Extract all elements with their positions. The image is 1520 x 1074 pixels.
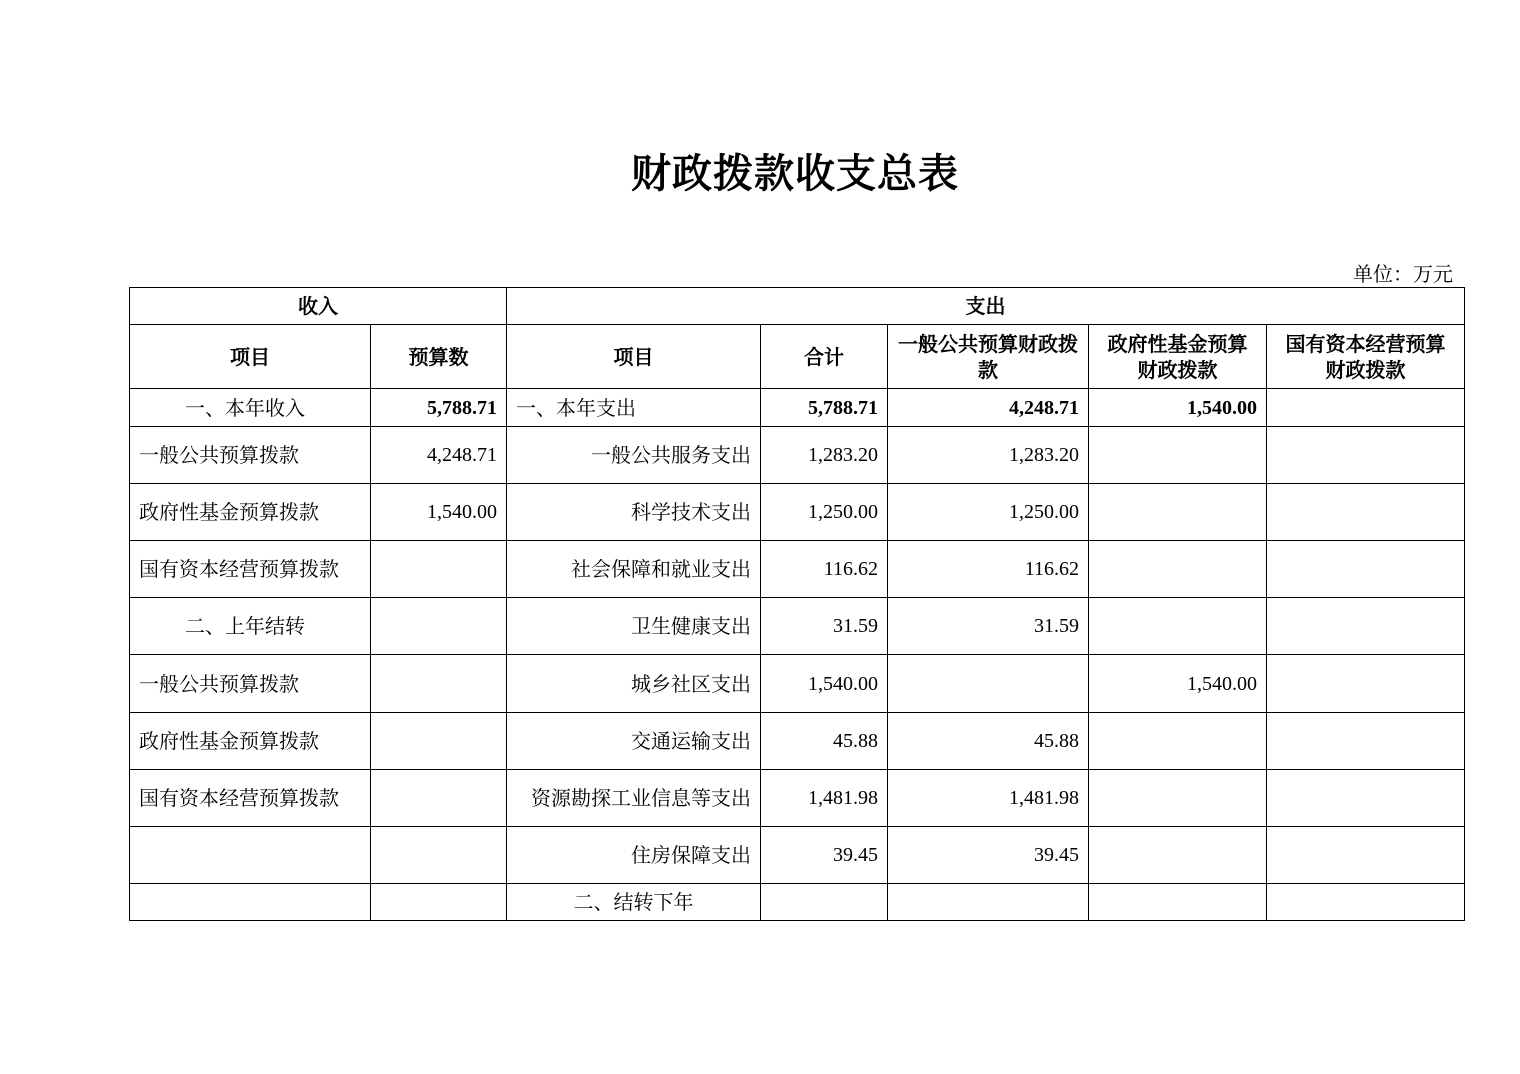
income-header: 收入: [130, 288, 507, 325]
expense-item: 住房保障支出: [507, 827, 761, 884]
table-row: [130, 541, 1465, 598]
income-item: 政府性基金预算拨款: [130, 713, 371, 770]
expense-item: 资源勘探工业信息等支出: [507, 770, 761, 827]
expense-total: 1,481.98: [761, 770, 888, 827]
expense-fund: 1,540.00: [1089, 655, 1267, 713]
income-budget: [371, 598, 507, 655]
expense-state: [1267, 827, 1465, 884]
expense-fund: [1089, 770, 1267, 827]
expense-item: 城乡社区支出: [507, 655, 761, 713]
income-item: 国有资本经营预算拨款: [130, 541, 371, 598]
expense-fund: [1089, 541, 1267, 598]
income-budget: [371, 827, 507, 884]
table-row: [130, 770, 1465, 827]
expense-general: 45.88: [888, 713, 1089, 770]
income-item: 一、本年收入: [130, 389, 371, 427]
expense-state: [1267, 541, 1465, 598]
expense-header: 支出: [507, 288, 1465, 325]
expense-total: 31.59: [761, 598, 888, 655]
income-budget: [371, 713, 507, 770]
expense-general: 4,248.71: [888, 389, 1089, 427]
expense-item: 一般公共服务支出: [507, 427, 761, 484]
col-total: 合计: [761, 325, 888, 389]
expense-fund: [1089, 484, 1267, 541]
page-title: 财政拨款收支总表: [631, 150, 959, 197]
expense-general: 1,250.00: [888, 484, 1089, 541]
income-budget: [371, 770, 507, 827]
expense-total: 1,540.00: [761, 655, 888, 713]
col-state: 国有资本经营预算财政拨款: [1267, 325, 1465, 389]
table-row: [130, 484, 1465, 541]
expense-item: 二、结转下年: [507, 884, 761, 921]
expense-item: 科学技术支出: [507, 484, 761, 541]
table-row: [130, 884, 1465, 921]
income-item: [130, 827, 371, 884]
expense-state: [1267, 598, 1465, 655]
expense-total: 5,788.71: [761, 389, 888, 427]
expense-general: 1,481.98: [888, 770, 1089, 827]
expense-fund: 1,540.00: [1089, 389, 1267, 427]
expense-state: [1267, 713, 1465, 770]
income-item: 国有资本经营预算拨款: [130, 770, 371, 827]
income-budget: 5,788.71: [371, 389, 507, 427]
expense-item: 卫生健康支出: [507, 598, 761, 655]
unit-label: 单位：万元: [1353, 262, 1453, 286]
col-fund: 政府性基金预算财政拨款: [1089, 325, 1267, 389]
header-row-2: [130, 325, 1465, 389]
expense-general: 116.62: [888, 541, 1089, 598]
income-budget: [371, 884, 507, 921]
table-row: [130, 427, 1465, 484]
budget-table: [129, 287, 1465, 921]
expense-general: [888, 655, 1089, 713]
expense-state: [1267, 389, 1465, 427]
income-item: 二、上年结转: [130, 598, 371, 655]
expense-fund: [1089, 884, 1267, 921]
expense-general: 39.45: [888, 827, 1089, 884]
expense-state: [1267, 427, 1465, 484]
expense-general: 1,283.20: [888, 427, 1089, 484]
expense-state: [1267, 770, 1465, 827]
expense-total: 116.62: [761, 541, 888, 598]
expense-general: [888, 884, 1089, 921]
table-row: [130, 827, 1465, 884]
income-item: 政府性基金预算拨款: [130, 484, 371, 541]
income-budget: [371, 541, 507, 598]
col-income-budget: 预算数: [371, 325, 507, 389]
col-general: 一般公共预算财政拨款: [888, 325, 1089, 389]
expense-state: [1267, 484, 1465, 541]
income-item: 一般公共预算拨款: [130, 655, 371, 713]
table-row: [130, 389, 1465, 427]
expense-fund: [1089, 827, 1267, 884]
expense-fund: [1089, 598, 1267, 655]
col-expense-item: 项目: [507, 325, 761, 389]
expense-fund: [1089, 427, 1267, 484]
income-budget: 4,248.71: [371, 427, 507, 484]
expense-total: 1,283.20: [761, 427, 888, 484]
income-budget: 1,540.00: [371, 484, 507, 541]
income-item: [130, 884, 371, 921]
table-row: [130, 655, 1465, 713]
col-income-item: 项目: [130, 325, 371, 389]
expense-total: 39.45: [761, 827, 888, 884]
expense-total: 1,250.00: [761, 484, 888, 541]
expense-state: [1267, 655, 1465, 713]
expense-item: 一、本年支出: [507, 389, 761, 427]
table-row: [130, 713, 1465, 770]
expense-state: [1267, 884, 1465, 921]
expense-total: [761, 884, 888, 921]
expense-fund: [1089, 713, 1267, 770]
header-row-1: [130, 288, 1465, 325]
expense-item: 社会保障和就业支出: [507, 541, 761, 598]
expense-general: 31.59: [888, 598, 1089, 655]
income-item: 一般公共预算拨款: [130, 427, 371, 484]
income-budget: [371, 655, 507, 713]
expense-item: 交通运输支出: [507, 713, 761, 770]
expense-total: 45.88: [761, 713, 888, 770]
table-row: [130, 598, 1465, 655]
